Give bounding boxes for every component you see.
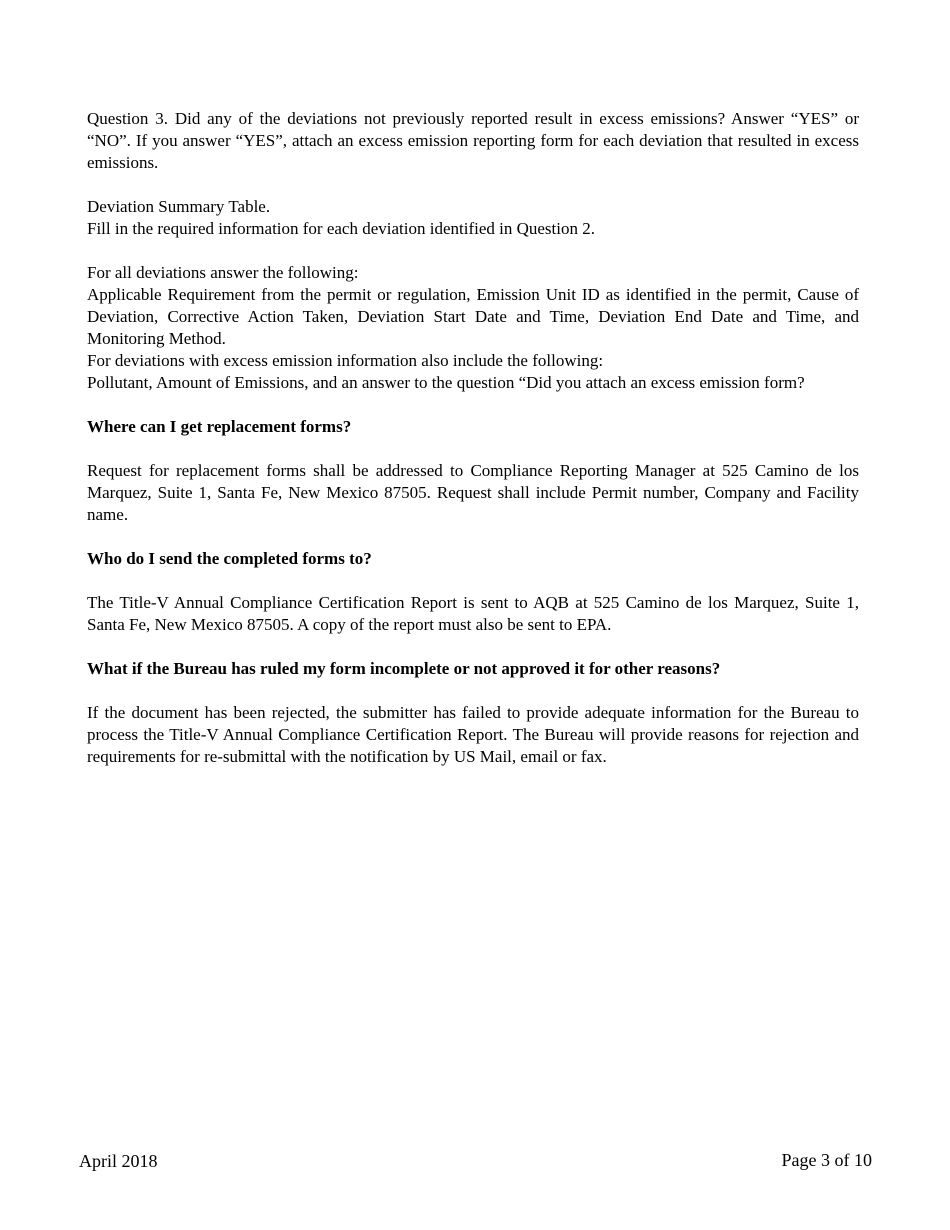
question-3-paragraph: Question 3. Did any of the deviations not previously reported result in excess emissions? Answer “YES” or “NO”. If you answer “YES”, attach an excess emission reporting form for each deviation that resulted in excess emissions.	[87, 109, 859, 172]
send-forms-body: The Title-V Annual Compliance Certification Report is sent to AQB at 525 Camino de los Marquez, Suite 1, Santa Fe, New Mexico 87505. A copy of the report must also be sent to EPA.	[87, 593, 859, 634]
footer-page-number: Page 3 of 10	[781, 1150, 872, 1170]
excess-deviations-intro: For deviations with excess emission information also include the following:	[87, 351, 604, 370]
send-forms-heading: Who do I send the completed forms to?	[87, 549, 372, 568]
spacer	[87, 438, 859, 460]
spacer	[87, 636, 859, 658]
summary-table-title: Deviation Summary Table.	[87, 197, 271, 216]
summary-table-instruction: Fill in the required information for each deviation identified in Question 2.	[87, 219, 595, 238]
excess-deviations-list: Pollutant, Amount of Emissions, and an answer to the question “Did you attach an excess emission form?	[87, 373, 805, 392]
spacer	[87, 394, 859, 416]
document-body	[87, 108, 859, 768]
replacement-forms-heading: Where can I get replacement forms?	[87, 417, 352, 436]
spacer	[87, 240, 859, 262]
replacement-forms-body: Request for replacement forms shall be addressed to Compliance Reporting Manager at 525 Camino de los Marquez, Suite 1, Santa Fe, New Mexico 87505. Request shall include Permit number, Company and Facility name.	[87, 461, 859, 524]
all-deviations-list: Applicable Requirement from the permit or regulation, Emission Unit ID as identified in the permit, Cause of Deviation, Corrective Action Taken, Deviation Start Date and Time, Deviation End Date and Time, and Monitoring Method.	[87, 285, 859, 348]
rejected-form-body: If the document has been rejected, the submitter has failed to provide adequate information for the Bureau to process the Title-V Annual Compliance Certification Report. The Bureau will provide reasons for rejection and requirements for re-submittal with the notification by US Mail, email or fax.	[87, 703, 859, 766]
spacer	[87, 174, 859, 196]
all-deviations-intro: For all deviations answer the following:	[87, 263, 359, 282]
spacer	[87, 570, 859, 592]
rejected-form-heading: What if the Bureau has ruled my form incomplete or not approved it for other reasons?	[87, 659, 721, 678]
footer-date: April 2018	[79, 1151, 158, 1171]
spacer	[87, 680, 859, 702]
spacer	[87, 526, 859, 548]
